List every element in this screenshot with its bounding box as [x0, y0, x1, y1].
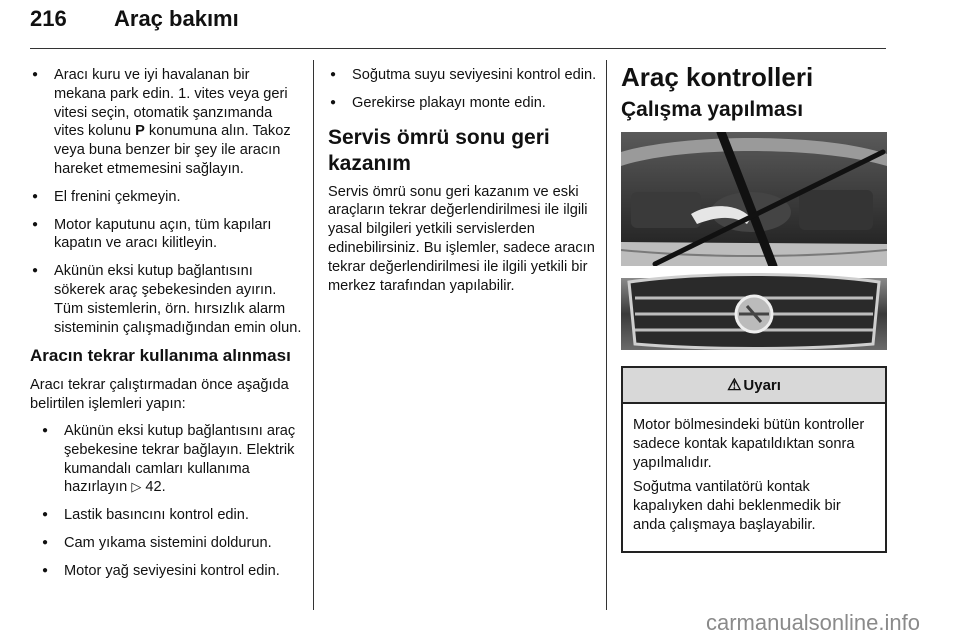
chapter-title: Araç kontrolleri — [621, 62, 814, 92]
list-item — [328, 66, 598, 85]
section-heading: Servis ömrü sonu geri kazanım — [328, 125, 550, 175]
list-item — [30, 262, 305, 337]
page-number: 216 — [30, 6, 67, 31]
column-right — [621, 62, 887, 553]
list-item — [40, 534, 305, 553]
bullet-text: Motor kaputunu açın, tüm kapıları kapatın ve aracı kilitleyin. — [54, 216, 272, 252]
list-item — [30, 216, 305, 254]
bullet-text: Soğutma suyu seviyesini kontrol edin. — [352, 67, 597, 83]
page-reference-link[interactable]: 42. — [141, 479, 166, 496]
bullet-text: El frenini çekmeyin. — [54, 188, 181, 205]
gear-position-p: P — [135, 123, 145, 140]
warning-paragraph-2: Soğutma vantilatörü kontak kapalıyken dahi beklenmedik bir anda çalışmaya başlayabilir. — [633, 479, 841, 533]
section-paragraph: Servis ömrü sonu geri kazanım ve eski araçların tekrar değerlendirilmesi ile ilgili yasal bilgileri yetkili servislerden edinebilirsiniz. Bu işlemler, sadece aracın tekrar değerlendirilmesi ile ilgili yetkili bir merkez tarafından yapılabilir. — [328, 183, 595, 294]
page-header — [30, 4, 886, 44]
bullet-text: Motor yağ seviyesini kontrol edin. — [64, 562, 280, 579]
warning-body — [623, 404, 885, 551]
bullet-text: Cam yıkama sistemini doldurun. — [64, 534, 272, 551]
list-item — [40, 562, 305, 581]
chapter-subtitle: Çalışma yapılması — [621, 98, 804, 121]
list-item — [328, 94, 598, 113]
bullet-text: konumuna alın. Takoz veya buna benzer bir şey ile aracın hareket etmemesini sağlayın. — [54, 123, 291, 177]
warning-box — [621, 366, 887, 553]
list-item — [40, 422, 305, 497]
warning-header — [623, 368, 885, 404]
page-reference-icon: ▷ — [131, 479, 142, 495]
bullet-text: Lastik basıncını kontrol edin. — [64, 507, 249, 524]
column-middle — [328, 66, 598, 295]
bullet-text: Gerekirse plakayı monte edin. — [352, 94, 546, 111]
column-left — [30, 66, 305, 590]
section-title: Araç bakımı — [114, 6, 239, 31]
column-divider-2 — [606, 60, 607, 610]
bullet-text: Aracı kuru ve iyi havalanan bir mekana park edin. 1. vites veya geri vitesi seçin, otomatik şanzımanda vites kolunu — [54, 67, 288, 140]
watermark-text: carmanualsonline.info — [705, 610, 920, 635]
list-item — [30, 66, 305, 179]
list-item — [30, 188, 305, 207]
header-divider — [30, 48, 886, 49]
intro-paragraph: Aracı tekrar çalıştırmadan önce aşağıda belirtilen işlemleri yapın: — [30, 377, 289, 413]
engine-bay-illustration — [621, 132, 887, 350]
warning-icon: ⚠ — [727, 377, 742, 394]
bullet-text: Akünün eksi kutup bağlantısını araç şebekesine tekrar bağlayın. Elektrik kumandalı camları kullanıma hazırlayın — [64, 422, 296, 496]
bullet-text: Akünün eksi kutup bağlantısını sökerek araç şebekesinden ayırın. Tüm sistemlerin, örn. hırsızlık alarm sisteminin çalışmadığından emin olun. — [54, 263, 302, 336]
warning-title: Uyarı — [743, 376, 781, 394]
warning-paragraph-1: Motor bölmesindeki bütün kontroller sadece kontak kapatıldıktan sonra yapılmalıdır. — [633, 417, 865, 471]
subheading: Aracın tekrar kullanıma alınması — [30, 346, 291, 366]
column-divider-1 — [313, 60, 314, 610]
list-item — [40, 506, 305, 525]
